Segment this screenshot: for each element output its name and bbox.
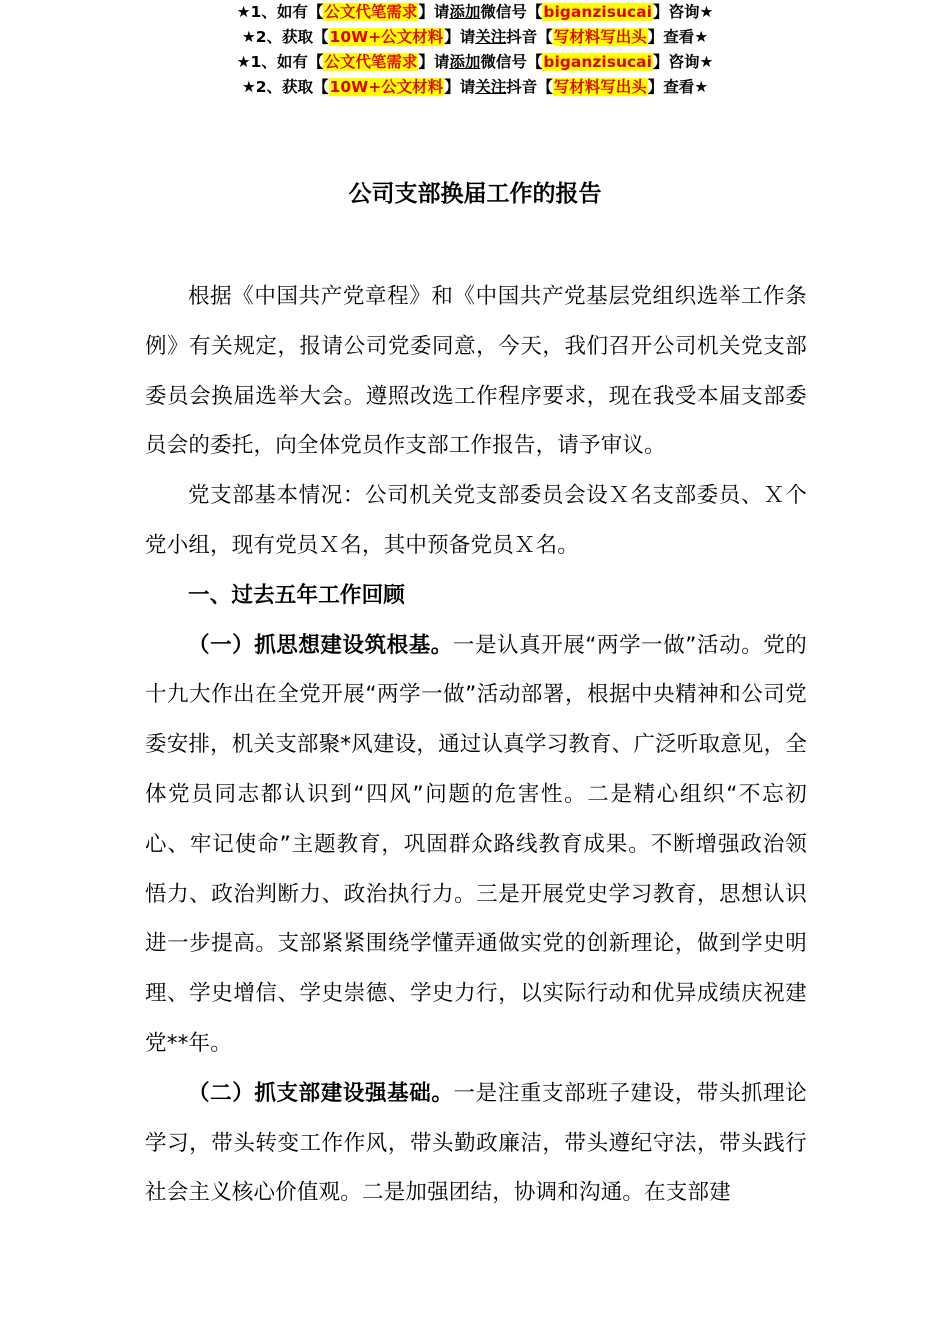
banner-text: ★1、如有【 — [236, 3, 324, 21]
banner-text: 】请 — [444, 78, 476, 96]
banner-line-1 — [0, 50, 950, 75]
banner-text: 微信号【 — [480, 53, 543, 71]
banner-text: 抖音【 — [506, 78, 553, 96]
paragraph-text: 一是注重支部班子建设，带头抓理论学习，带头转变工作作风，带头勤政廉洁，带头遵纪守法，带头践行社会主义核心价值观。二是加强团结，协调和沟通。在支部建 — [145, 1080, 807, 1206]
subsection-heading: （一）抓思想建设筑根基。 — [188, 632, 453, 658]
banner-underline: 添加 — [449, 53, 481, 71]
banner-text: 】请 — [444, 28, 476, 46]
header-banner — [0, 0, 950, 50]
banner-text: 】查看★ — [647, 28, 709, 46]
paragraph-text: 一是认真开展“两学一做”活动。党的十九大作出在全党开展“两学一做”活动部署，根据中央精神和公司党委安排，机关支部聚*风建设，通过认真学习教育、广泛听取意见，全体党员同志都认识到“四风”问题的危害性。二是精心组织“不忘初心、牢记使命”主题教育，巩固群众路线教育成果。不断增强政治领悟力、政治判断力、政治执行力。三是开展党史学习教育，思想认识进一步提高。支部紧紧围绕学懂弄通做实党的创新理论，做到学史明理、学史增信、学史崇德、学史力行，以实际行动和优异成绩庆祝建党**年。 — [145, 632, 807, 1056]
banner-highlight: 10W+公文材料 — [329, 78, 444, 96]
banner-text: 】咨询★ — [652, 53, 714, 71]
banner-highlight: 公文代笔需求 — [324, 3, 418, 21]
paragraph — [145, 621, 807, 1069]
banner-underline: 添加 — [449, 3, 481, 21]
banner-underline: 关注 — [475, 78, 507, 96]
banner-text: ★1、如有【 — [236, 53, 324, 71]
banner-underline: 关注 — [475, 28, 507, 46]
document-title: 公司支部换届工作的报告 — [348, 181, 602, 207]
banner-line-2 — [0, 25, 950, 50]
banner-highlight: 写材料写出头 — [553, 28, 647, 46]
subsection-heading: （二）抓支部建设强基础。 — [188, 1080, 454, 1106]
banner-highlight: biganzisucai — [543, 53, 652, 71]
banner-highlight: 10W+公文材料 — [329, 28, 444, 46]
banner-text: ★2、获取【 — [241, 28, 329, 46]
footer-banner — [0, 50, 950, 100]
banner-text: 抖音【 — [506, 28, 553, 46]
banner-highlight: biganzisucai — [543, 3, 652, 21]
banner-text: 】请 — [418, 53, 450, 71]
paragraph: 根据《中国共产党章程》和《中国共产党基层党组织选举工作条例》有关规定，报请公司党委同意，今天，我们召开公司机关党支部委员会换届选举大会。遵照改选工作程序要求，现在我受本届支部委员会的委托，向全体党员作支部工作报告，请予审议。 — [145, 284, 807, 459]
section-heading: 一、过去五年工作回顾 — [188, 582, 406, 608]
banner-highlight: 公文代笔需求 — [324, 53, 418, 71]
paragraph — [145, 1069, 807, 1218]
banner-text: 】请 — [418, 3, 450, 21]
banner-line-1 — [0, 0, 950, 25]
banner-line-2 — [0, 75, 950, 100]
banner-text: 】咨询★ — [652, 3, 714, 21]
document-body — [145, 272, 807, 1218]
banner-text: 微信号【 — [480, 3, 543, 21]
banner-text: 】查看★ — [647, 78, 709, 96]
paragraph: 党支部基本情况：公司机关党支部委员会设Ｘ名支部委员、Ｘ个党小组，现有党员Ｘ名，其中预备党员Ｘ名。 — [145, 483, 807, 558]
banner-highlight: 写材料写出头 — [553, 78, 647, 96]
banner-text: ★2、获取【 — [241, 78, 329, 96]
